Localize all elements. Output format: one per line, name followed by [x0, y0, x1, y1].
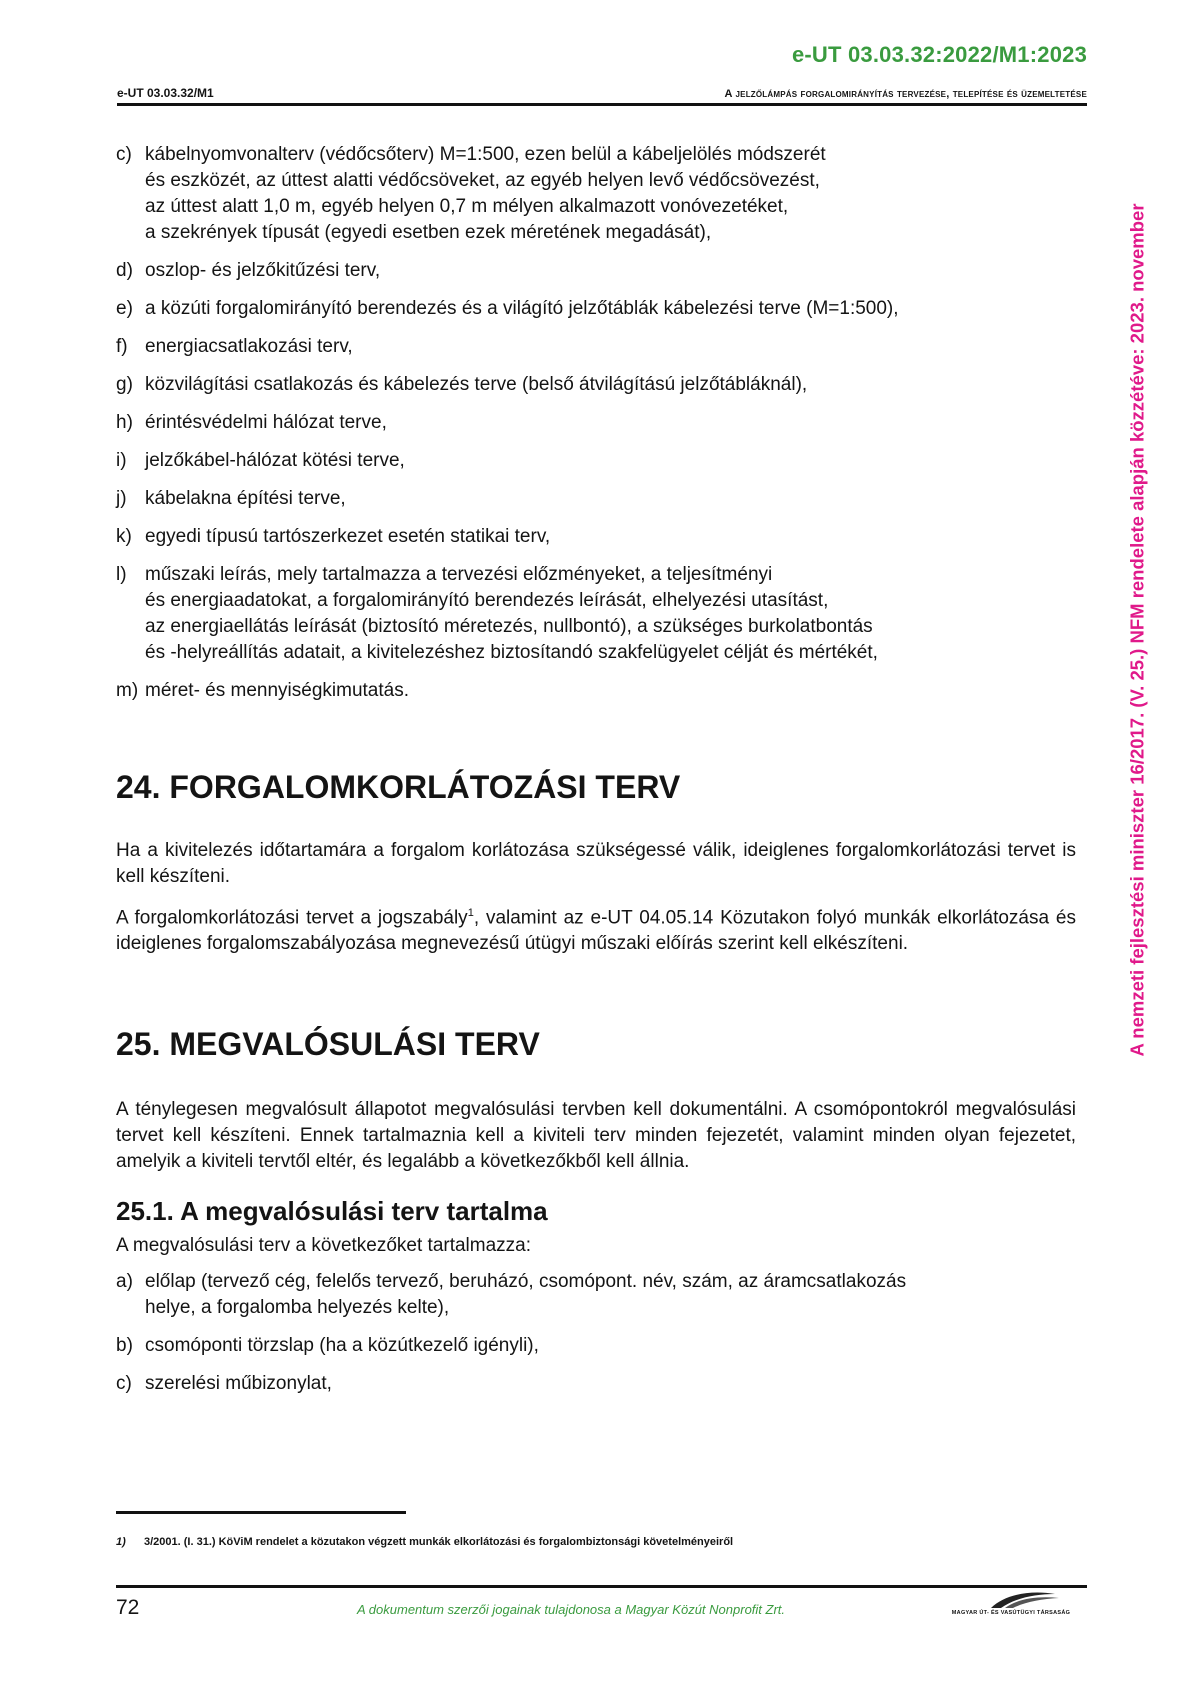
list-item-line: kábelakna építési terve,: [145, 488, 346, 509]
list-item-label: c): [116, 1373, 132, 1395]
list-item-line: előlap (tervező cég, felelős tervező, beruházó, csomópont. név, szám, az áramcsatlakozás: [145, 1271, 907, 1293]
list-item-line: energiacsatlakozási terv,: [145, 336, 353, 357]
list-item-line: érintésvédelmi hálózat terve,: [145, 412, 387, 433]
section-24-paragraph-1: Ha a kivitelezés időtartamára a forgalom korlátozása szükségessé válik, ideiglenes forgalomkorlátozási tervet is kell készíteni.: [116, 840, 1076, 887]
list-item-line: és -helyreállítás adatait, a kivitelezéshez biztosítandó szakfelügyelet célját és mértékét,: [145, 642, 878, 663]
list-item-label: e): [116, 298, 133, 319]
publication-note-text: A nemzeti fejlesztési miniszter 16/2017. (V. 25.) NFM rendelete alapján közzétéve: 2023. november: [1127, 203, 1149, 1057]
list-item-line: helye, a forgalomba helyezés kelte),: [145, 1297, 450, 1319]
list-item: [116, 486, 1076, 512]
section-24-paragraph-2: [116, 900, 1076, 957]
list-item: [116, 524, 1076, 550]
list-item-label: l): [116, 564, 127, 585]
footnote-mark: 1): [116, 1536, 126, 1548]
logo-text: MAGYAR ÚT- ÉS VASÚTÜGYI TÁRSASÁG: [951, 1610, 1071, 1616]
list-item-line: az energiaellátás leírását (biztosító méretezés, nullbontó), a szükséges burkolatbontás: [145, 616, 873, 637]
footnote: [116, 1536, 733, 1548]
list-item-line: az úttest alatt 1,0 m, egyéb helyen 0,7 m mélyen alkalmazott vonóvezetéket,: [145, 196, 789, 217]
section-25-paragraph: A ténylegesen megvalósult állapotot megvalósulási tervben kell dokumentálni. A csomópontokról megvalósulási tervet kell készíteni. Ennek tartalmaznia kell a kiviteli terv minden fejezetét, valamint minden olyan fejezetet, amelyik a kiviteli tervtől eltér, és legalább a következőkből kell állnia.: [116, 1099, 1076, 1173]
list-item-label: a): [116, 1271, 133, 1293]
header-document-title: A jelzőlámpás forgalomirányítás tervezése, telepítése és üzemeltetése: [724, 88, 1087, 100]
list-item-line: csomóponti törzslap (ha a közútkezelő igényli),: [145, 1335, 539, 1357]
society-logo: [935, 1588, 1087, 1620]
footnote-reference: 1: [467, 907, 474, 919]
as-built-contents-list: [116, 1269, 1076, 1397]
document-stamp: e-UT 03.03.32:2022/M1:2023: [791, 42, 1087, 67]
header-document-code: e-UT 03.03.32/M1: [117, 86, 214, 100]
list-item: [116, 448, 1076, 474]
list-item-line: jelzőkábel-hálózat kötési terve,: [145, 450, 405, 471]
paragraph-text: , valamint az e-UT 04.05.14 Közutakon folyó munkák elkorlátozása és ideiglenes forgalomszabályozása megnevezésű útügyi műszaki előírás szerint kell elkészíteni.: [116, 907, 1076, 955]
section-25-heading: 25. MEGVALÓSULÁSI TERV: [116, 1026, 540, 1063]
section-24-heading: 24. FORGALOMKORLÁTOZÁSI TERV: [116, 769, 681, 805]
list-item: [116, 334, 1076, 360]
list-item: [116, 1333, 1076, 1359]
page-content: [116, 142, 1076, 1409]
list-item: [116, 296, 1076, 322]
list-item-line: egyedi típusú tartószerkezet esetén statikai terv,: [145, 526, 551, 547]
list-item-line: műszaki leírás, mely tartalmazza a tervezési előzményeket, a teljesítményi: [145, 564, 773, 585]
list-item-label: k): [116, 526, 132, 547]
list-item-label: g): [116, 374, 133, 395]
road-swoosh-icon: [935, 1588, 1087, 1612]
list-item-label: j): [116, 488, 127, 509]
list-item: [116, 372, 1076, 398]
list-item-line: oszlop- és jelzőkitűzési terv,: [145, 260, 381, 281]
footnote-text: 3/2001. (I. 31.) KöViM rendelet a közutakon végzett munkák elkorlátozási és forgalombiztonsági követelményeiről: [144, 1536, 734, 1548]
copyright-notice: A dokumentum szerzői jogainak tulajdonosa a Magyar Közút Nonprofit Zrt.: [357, 1602, 786, 1617]
list-item-line: kábelnyomvonalterv (védőcsőterv) M=1:500, ezen belül a kábeljelölés módszerét: [145, 144, 826, 165]
list-item-line: szerelési műbizonylat,: [145, 1373, 332, 1395]
list-item-label: h): [116, 412, 133, 433]
design-contents-list: [116, 142, 1076, 704]
list-item-label: i): [116, 450, 127, 471]
list-item-line: a közúti forgalomirányító berendezés és a világító jelzőtáblák kábelezési terve (M=1:500),: [145, 298, 899, 319]
publication-note: [1124, 160, 1152, 1100]
running-header: [117, 86, 1087, 106]
list-item-line: közvilágítási csatlakozás és kábelezés terve (belső átvilágítású jelzőtábláknál),: [145, 374, 808, 395]
list-item-line: méret- és mennyiségkimutatás.: [145, 680, 409, 701]
list-item: [116, 678, 1076, 704]
paragraph-text: A forgalomkorlátozási tervet a jogszabály: [116, 907, 468, 929]
list-item-label: c): [116, 144, 132, 165]
list-item-label: f): [116, 336, 128, 357]
list-item: [116, 410, 1076, 436]
list-item-label: b): [116, 1335, 133, 1357]
section-25-1-intro: A megvalósulási terv a következőket tartalmazza:: [116, 1235, 532, 1257]
page-number: 72: [116, 1596, 140, 1619]
list-item: [116, 562, 1076, 666]
footnote-separator: [116, 1511, 406, 1514]
list-item-line: a szekrények típusát (egyedi esetben ezek méretének megadását),: [145, 222, 712, 243]
list-item-label: m): [116, 680, 139, 701]
list-item: [116, 1371, 1076, 1397]
list-item-line: és energiaadatokat, a forgalomirányító berendezés leírását, elhelyezési utasítást,: [145, 590, 829, 611]
list-item-label: d): [116, 260, 133, 281]
list-item: [116, 1269, 1076, 1321]
list-item-line: és eszközét, az úttest alatti védőcsöveket, az egyéb helyen levő védőcsövezést,: [145, 170, 820, 191]
section-25-1-heading: 25.1. A megvalósulási terv tartalma: [116, 1196, 548, 1227]
list-item: [116, 142, 1076, 246]
list-item: [116, 258, 1076, 284]
